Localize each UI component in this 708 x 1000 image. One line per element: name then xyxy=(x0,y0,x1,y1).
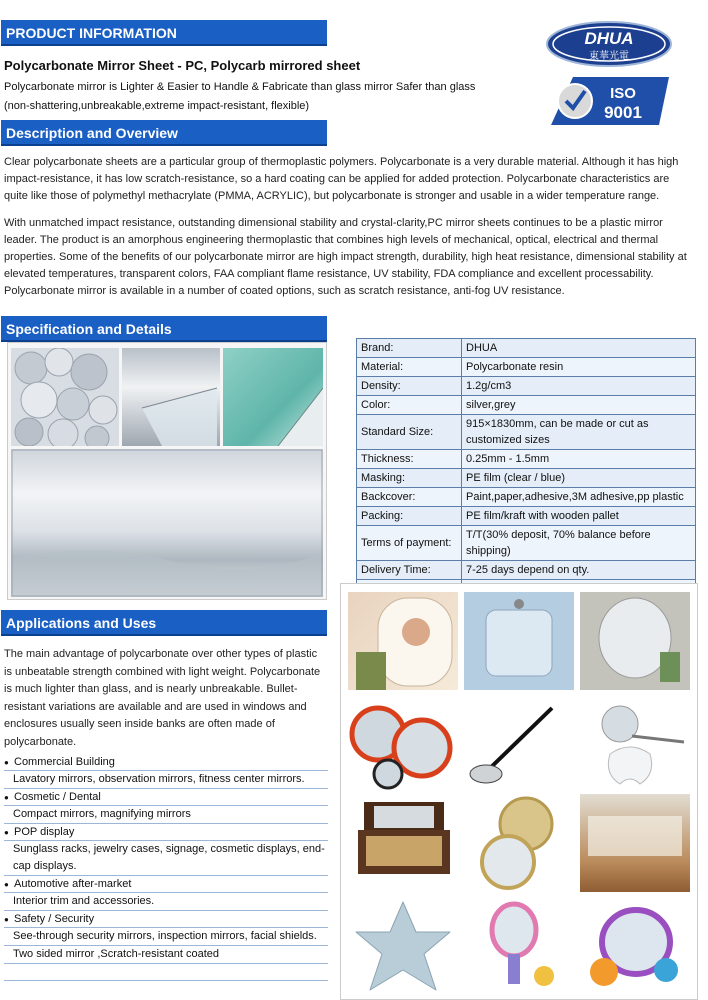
spec-key: Density: xyxy=(357,377,462,396)
spec-row-density xyxy=(357,377,696,396)
spec-key: Standard Size: xyxy=(357,415,462,450)
product-summary-line2: (non-shattering,unbreakable,extreme impact-resistant, flexible) xyxy=(4,100,310,112)
spec-value: 0.25mm - 1.5mm xyxy=(462,450,696,469)
section-header-product-info: PRODUCT INFORMATION xyxy=(1,20,327,46)
photo-wall-mirror xyxy=(464,592,574,690)
photo-jewelry-case xyxy=(348,794,458,892)
photo-inspection-mirror xyxy=(464,694,574,790)
spec-row-thickness xyxy=(357,450,696,469)
spec-key: Delivery Time: xyxy=(357,561,462,580)
spec-value: 915×1830mm, can be made or cut as customized sizes xyxy=(462,415,696,450)
spec-value: T/T(30% deposit, 70% balance before shipping) xyxy=(462,526,696,561)
iso-label: ISO xyxy=(610,85,636,102)
product-summary xyxy=(4,78,504,116)
spec-key: Brand: xyxy=(357,339,462,358)
photo-compact-mirror xyxy=(464,794,574,892)
list-item-detail: Sunglass racks, jewelry cases, signage, cosmetic displays, end-cap displays. xyxy=(4,841,328,876)
spec-key: Packing: xyxy=(357,507,462,526)
list-item-detail: Lavatory mirrors, observation mirrors, fitness center mirrors. xyxy=(4,771,328,789)
photo-toy-hand-mirror xyxy=(464,896,574,996)
list-item-detail: See-through security mirrors, inspection mirrors, facial shields. xyxy=(4,928,328,946)
spec-row-color xyxy=(357,396,696,415)
spec-key: Material: xyxy=(357,358,462,377)
spec-row-material xyxy=(357,358,696,377)
photo-round-bath-mirror xyxy=(580,592,690,690)
photo-mirror-sheet-peel xyxy=(122,348,220,446)
section-header-specification: Specification and Details xyxy=(1,316,327,342)
list-item-category: ● Safety / Security xyxy=(4,911,328,928)
spec-row-masking xyxy=(357,469,696,488)
applications-intro: The main advantage of polycarbonate over other types of plastic is unbeatable strength combined with light weight. Polycarbonate is much lighter than glass, and is nearly unbreakable. Bullet-resistant variations are available and are used in windows and enclosures usually seen inside banks are often made of polycarbonate. xyxy=(4,648,321,748)
list-item-blank xyxy=(4,964,328,981)
list-item-category: ● Automotive after-market xyxy=(4,876,328,893)
iso-9001-logo xyxy=(551,77,669,125)
section-header-applications: Applications and Uses xyxy=(1,610,327,636)
section-header-description: Description and Overview xyxy=(1,120,327,146)
photo-interior-room xyxy=(580,794,690,892)
photo-large-mirror-sheet xyxy=(11,449,323,597)
dhua-logo-cn: 東華光電 xyxy=(589,51,629,62)
photo-dental-mirror xyxy=(580,694,690,790)
spec-value: 7-25 days depend on qty. xyxy=(462,561,696,580)
list-item-detail: Compact mirrors, magnifying mirrors xyxy=(4,806,328,824)
list-item-extra: Two sided mirror ,Scratch-resistant coated xyxy=(4,946,328,964)
list-item-detail: Interior trim and accessories. xyxy=(4,893,328,911)
photo-convex-security-mirrors xyxy=(348,694,458,790)
applications-photo-grid xyxy=(340,583,698,1000)
spec-value: PE film/kraft with wooden pallet xyxy=(462,507,696,526)
spec-key: Thickness: xyxy=(357,450,462,469)
spec-value: Polycarbonate resin xyxy=(462,358,696,377)
photo-star-mirror xyxy=(348,896,458,996)
spec-key: Color: xyxy=(357,396,462,415)
spec-value: 1.2g/cm3 xyxy=(462,377,696,396)
description-paragraph-1: Clear polycarbonate sheets are a particular group of thermoplastic polymers. Polycarbonate is a very durable material. Although it has high impact-resistance, it has low scratch-resistance, so a hard coating can be applied for added protection. Polycarbonate characteristics are quite like those of polymethyl methacrylate (PMMA, ACRYLIC), but polycarbonate is stronger and usable in a wider temperature range. xyxy=(4,156,679,202)
dhua-logo-text: DHUA xyxy=(584,29,634,48)
list-item-category: ● Cosmetic / Dental xyxy=(4,789,328,806)
spec-row-packing xyxy=(357,507,696,526)
description-paragraph-2: With unmatched impact resistance, outstanding dimensional stability and crystal-clarity,PC mirror sheets continues to be a plastic mirror leader. The product is an amorphous engineering thermoplastic that combines high levels of mechanical, optical, electrical and thermal properties. Some of the benefits of our polycarbonate mirror are high impact strength, durability, high heat resistance, dimensional stability at elevated temperatures, transparent colors, FAA compliant flame resistance, UV stability, FDA compliance and excellent processability. Polycarbonate mirror is available in a number of coated options, such as scratch resistance, anti-fog UV resistance. xyxy=(4,217,687,297)
list-item-category: ● POP display xyxy=(4,824,328,841)
spec-row-size xyxy=(357,415,696,450)
product-title: Polycarbonate Mirror Sheet - PC, Polycarb mirrored sheet xyxy=(4,58,361,73)
photo-mirror-cutouts xyxy=(11,348,119,446)
spec-row-brand xyxy=(357,339,696,358)
photo-mirror-sheet-green-film xyxy=(223,348,323,446)
spec-key: Masking: xyxy=(357,469,462,488)
spec-row-delivery xyxy=(357,561,696,580)
spec-value: PE film (clear / blue) xyxy=(462,469,696,488)
spec-key: Terms of payment: xyxy=(357,526,462,561)
applications-list xyxy=(4,754,328,981)
spec-table xyxy=(356,338,696,599)
iso-number: 9001 xyxy=(604,103,642,122)
product-summary-line1: Polycarbonate mirror is Lighter & Easier to Handle & Fabricate than glass mirror Safer than glass xyxy=(4,81,476,93)
photo-woman-mirror xyxy=(348,592,458,690)
spec-value: silver,grey xyxy=(462,396,696,415)
photo-kids-mirror xyxy=(580,896,690,996)
spec-photos xyxy=(7,342,327,600)
dhua-logo xyxy=(545,20,673,68)
spec-row-backcover xyxy=(357,488,696,507)
list-item-category: ● Commercial Building xyxy=(4,754,328,771)
spec-key: Backcover: xyxy=(357,488,462,507)
spec-value: Paint,paper,adhesive,3M adhesive,pp plastic xyxy=(462,488,696,507)
spec-row-payment xyxy=(357,526,696,561)
spec-value: DHUA xyxy=(462,339,696,358)
